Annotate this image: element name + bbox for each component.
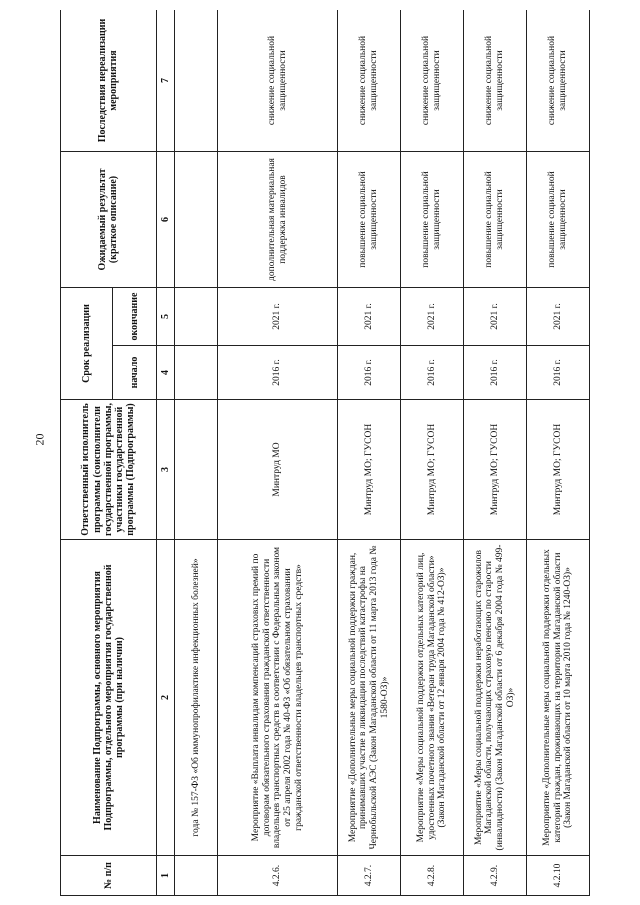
header-row bbox=[61, 10, 113, 896]
header-num: № п/п bbox=[61, 856, 157, 896]
row-start: 2016 г. bbox=[337, 346, 400, 400]
row-end: 2021 г. bbox=[400, 288, 463, 346]
column-number: 5 bbox=[156, 288, 174, 346]
row-consequences: снижение социальной защищенности bbox=[218, 10, 337, 152]
page-number: 20 bbox=[32, 433, 47, 446]
row-executor: Минтруд МО bbox=[218, 400, 337, 540]
row-num: 4.2.7. bbox=[337, 856, 400, 896]
row-executor bbox=[175, 400, 218, 540]
row-end: 2021 г. bbox=[337, 288, 400, 346]
row-end: 2021 г. bbox=[218, 288, 337, 346]
header-executor: Ответственный исполнитель программы (соисполнители государственной программы, участники государственной программы (Подпрограммы) bbox=[61, 400, 157, 540]
rotated-table-frame bbox=[60, 10, 590, 896]
row-executor: Минтруд МО; ГУСОН bbox=[337, 400, 400, 540]
header-consequences: Последствия нереализации мероприятия bbox=[61, 10, 157, 152]
row-name: Мероприятие «Дополнительные меры социальной поддержки граждан, принимавших участие в ликвидации последствий катастрофы на Чернобыльской АЭС (Закон Магаданской области от 11 марта 2013 года № 1580-ОЗ)» bbox=[337, 540, 400, 856]
column-number: 2 bbox=[156, 540, 174, 856]
header-result: Ожидаемый результат (краткое описание) bbox=[61, 152, 157, 288]
row-consequences: снижение социальной защищенности bbox=[526, 10, 589, 152]
row-result: повышение социальной защищенности bbox=[400, 152, 463, 288]
row-start: 2016 г. bbox=[218, 346, 337, 400]
header-start: начало bbox=[113, 346, 156, 400]
column-number: 4 bbox=[156, 346, 174, 400]
row-name: Мероприятие «Меры социальной поддержки неработающих старожилов Магаданской области, получающих страховую пенсию по старости (инвалидности) (Закон Магаданской области от 6 декабря 2004 года № 499-ОЗ)» bbox=[463, 540, 526, 856]
row-result: повышение социальной защищенности bbox=[463, 152, 526, 288]
header-name: Наименование Подпрограммы, основного мероприятия Подпрограммы, отдельного мероприятия государственной программы (при наличии) bbox=[61, 540, 157, 856]
table-row bbox=[218, 10, 337, 896]
table-row bbox=[337, 10, 400, 896]
row-start: 2016 г. bbox=[463, 346, 526, 400]
activities-table bbox=[60, 10, 590, 896]
table-row bbox=[175, 10, 218, 896]
row-num: 4.2.10 bbox=[526, 856, 589, 896]
row-start: 2016 г. bbox=[526, 346, 589, 400]
header-period: Срок реализации bbox=[61, 288, 113, 400]
row-num: 4.2.8. bbox=[400, 856, 463, 896]
rotated-sheet bbox=[60, 10, 590, 896]
row-start bbox=[175, 346, 218, 400]
row-result: повышение социальной защищенности bbox=[337, 152, 400, 288]
row-name: Мероприятие «Выплата инвалидам компенсаций страховых премий по договорам обязательного страхования гражданской ответственности владельцев транспортных средств в соответствии с Федеральным законом от 25 апреля 2002 года № 40-ФЗ «Об обязательном страховании гражданской ответственности владельцев транспортных средств» bbox=[218, 540, 337, 856]
row-name: года № 157-ФЗ «Об иммунопрофилактике инфекционных болезней» bbox=[175, 540, 218, 856]
row-result: дополнительная материальная поддержка инвалидов bbox=[218, 152, 337, 288]
column-number: 7 bbox=[156, 10, 174, 152]
table-row bbox=[526, 10, 589, 896]
table-row bbox=[463, 10, 526, 896]
row-end bbox=[175, 288, 218, 346]
column-number-row bbox=[156, 10, 174, 896]
row-consequences bbox=[175, 10, 218, 152]
row-num: 4.2.6. bbox=[218, 856, 337, 896]
table-row bbox=[400, 10, 463, 896]
row-start: 2016 г. bbox=[400, 346, 463, 400]
row-name: Мероприятие «Меры социальной поддержки отдельных категорий лиц, удостоенных почетного звания «Ветеран труда Магаданской области» (Закон Магаданской области от 12 января 2004 года № 412-ОЗ)» bbox=[400, 540, 463, 856]
row-result: повышение социальной защищенности bbox=[526, 152, 589, 288]
column-number: 1 bbox=[156, 856, 174, 896]
row-name: Мероприятие «Дополнительные меры социальной поддержки отдельных категорий граждан, проживающих на территории Магаданской области (Закон Магаданской области от 10 марта 2010 года № 1240-ОЗ)» bbox=[526, 540, 589, 856]
header-end: окончание bbox=[113, 288, 156, 346]
column-number: 6 bbox=[156, 152, 174, 288]
row-num bbox=[175, 856, 218, 896]
row-result bbox=[175, 152, 218, 288]
column-number: 3 bbox=[156, 400, 174, 540]
row-num: 4.2.9. bbox=[463, 856, 526, 896]
row-consequences: снижение социальной защищенности bbox=[337, 10, 400, 152]
row-consequences: снижение социальной защищенности bbox=[463, 10, 526, 152]
row-executor: Минтруд МО; ГУСОН bbox=[463, 400, 526, 540]
row-end: 2021 г. bbox=[463, 288, 526, 346]
row-executor: Минтруд МО; ГУСОН bbox=[400, 400, 463, 540]
row-end: 2021 г. bbox=[526, 288, 589, 346]
row-executor: Минтруд МО; ГУСОН bbox=[526, 400, 589, 540]
row-consequences: снижение социальной защищенности bbox=[400, 10, 463, 152]
